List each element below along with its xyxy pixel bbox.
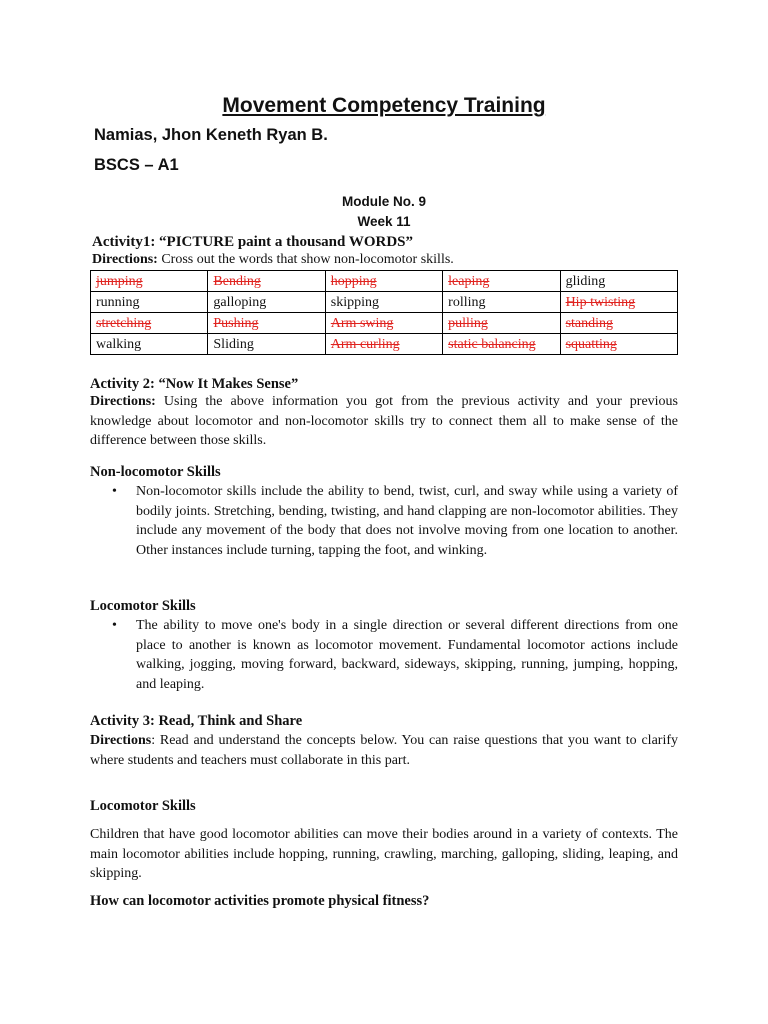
locomotor-bullet <box>112 616 678 694</box>
skill-cell: galloping <box>208 292 325 313</box>
skills-table <box>90 270 678 355</box>
crossed-skill-cell: jumping <box>91 271 208 292</box>
table-row <box>91 292 678 313</box>
activity1-directions <box>92 252 454 268</box>
activity1-title: Activity1: “PICTURE paint a thousand WORDS” <box>92 234 414 250</box>
activity2-directions <box>90 392 678 451</box>
skill-cell: Sliding <box>208 334 325 355</box>
activity3-question: How can locomotor activities promote physical fitness? <box>90 893 430 909</box>
crossed-skill-cell: leaping <box>443 271 560 292</box>
skill-cell: gliding <box>560 271 677 292</box>
bullet-text: The ability to move one's body in a single direction or several different directions from one place to another is known as locomotor movement. Fundamental locomotor actions include walking, jogging, moving forward, backward, sideways, skipping, running, jumping, hopping, and leaping. <box>136 618 678 692</box>
crossed-skill-cell: Pushing <box>208 313 325 334</box>
bullet-icon: • <box>112 618 117 633</box>
table-row <box>91 313 678 334</box>
crossed-skill-cell: hopping <box>325 271 442 292</box>
class-section: BSCS – A1 <box>94 156 179 174</box>
directions-text: Cross out the words that show non-locomotor skills. <box>157 252 454 267</box>
crossed-skill-cell: squatting <box>560 334 677 355</box>
directions-label: Directions: <box>92 252 158 267</box>
student-name: Namias, Jhon Keneth Ryan B. <box>94 126 328 144</box>
crossed-skill-cell: standing <box>560 313 677 334</box>
crossed-skill-cell: stretching <box>91 313 208 334</box>
skill-cell: running <box>91 292 208 313</box>
week-number: Week 11 <box>357 214 411 229</box>
locomotor-heading: Locomotor Skills <box>90 598 196 614</box>
skill-cell: walking <box>91 334 208 355</box>
crossed-skill-cell: Arm curling <box>325 334 442 355</box>
directions-label: Directions: <box>90 394 156 409</box>
skill-cell: rolling <box>443 292 560 313</box>
activity3-title: Activity 3: Read, Think and Share <box>90 713 303 729</box>
table-row <box>91 334 678 355</box>
table-row <box>91 271 678 292</box>
module-number: Module No. 9 <box>342 194 426 209</box>
crossed-skill-cell: Hip twisting <box>560 292 677 313</box>
crossed-skill-cell: Bending <box>208 271 325 292</box>
crossed-skill-cell: Arm swing <box>325 313 442 334</box>
directions-text: : Read and understand the concepts below. You can raise questions that you want to clarify where students and teachers must collaborate in this part. <box>90 733 678 768</box>
crossed-skill-cell: pulling <box>443 313 560 334</box>
activity3-locomotor-heading: Locomotor Skills <box>90 798 196 814</box>
directions-text: Using the above information you got from the previous activity and your previous knowledge about locomotor and non-locomotor skills try to connect them all to make sense of the difference between those skills. <box>90 394 678 448</box>
document-title: Movement Competency Training <box>222 94 546 117</box>
bullet-text: Non-locomotor skills include the ability to bend, twist, curl, and sway while using a variety of bodily joints. Stretching, bending, twisting, and hand clapping are non-locomotor abilities. They include any movement of the body that does not involve moving from one location to another. Other instances include turning, tapping the foot, and winking. <box>136 484 678 558</box>
bullet-icon: • <box>112 484 117 499</box>
activity3-locomotor-paragraph: Children that have good locomotor abilities can move their bodies around in a variety of contexts. The main locomotor abilities include hopping, running, crawling, marching, galloping, sliding, leaping, and skipping. <box>90 827 678 881</box>
crossed-skill-cell: static balancing <box>443 334 560 355</box>
skill-cell: skipping <box>325 292 442 313</box>
directions-label: Directions <box>90 733 152 748</box>
activity3-directions <box>90 731 678 770</box>
activity2-title: Activity 2: “Now It Makes Sense” <box>90 376 299 392</box>
nonlocomotor-bullet <box>112 482 678 560</box>
nonlocomotor-heading: Non-locomotor Skills <box>90 464 221 480</box>
